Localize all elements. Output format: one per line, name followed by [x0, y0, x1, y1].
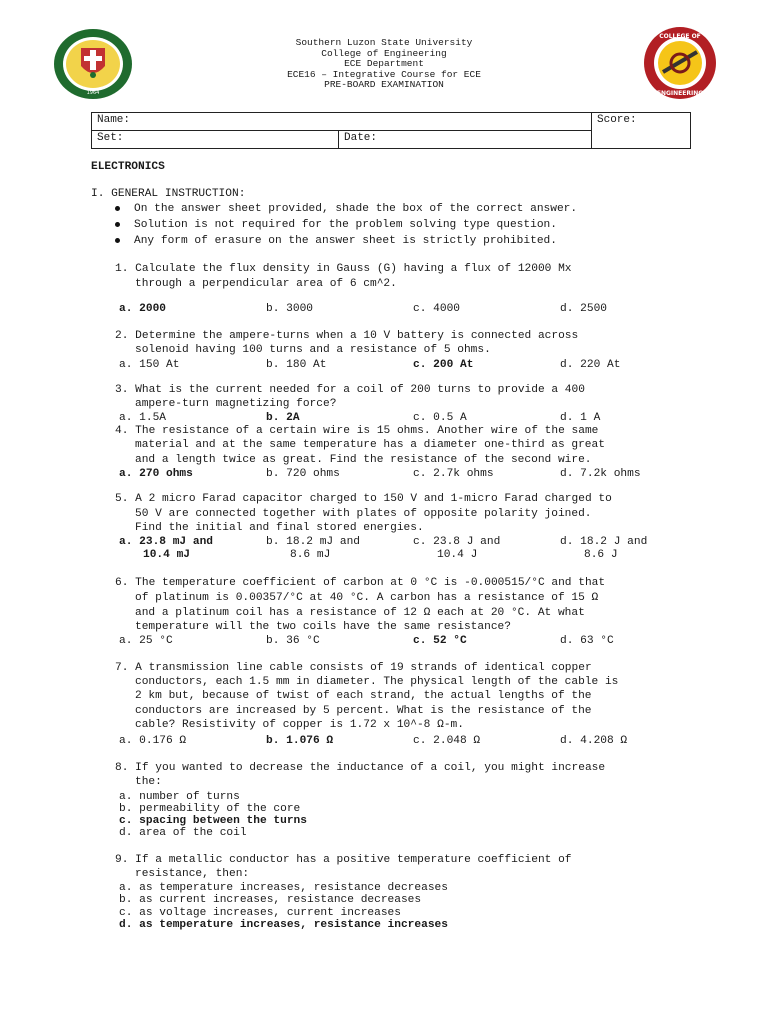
q3-option-b: b. 2A [266, 412, 300, 424]
q5-option-b-cont: 8.6 mJ [290, 549, 331, 561]
q5-option-c: c. 23.8 J and [413, 536, 501, 548]
question-9-line: resistance, then: [135, 868, 250, 880]
instruction-item: On the answer sheet provided, shade the box of the correct answer. [115, 202, 577, 216]
instruction-item: Any form of erasure on the answer sheet is strictly prohibited. [115, 234, 557, 248]
question-6-line: temperature will the two coils have the same resistance? [135, 621, 511, 633]
question-5-line: 5. A 2 micro Farad capacitor charged to 150 V and 1-micro Farad charged to [115, 493, 612, 505]
q7-option-a: a. 0.176 Ω [119, 735, 187, 747]
q1-option-b: b. 3000 [266, 303, 313, 315]
q5-option-b: b. 18.2 mJ and [266, 536, 360, 548]
question-2-line: 2. Determine the ampere-turns when a 10 V battery is connected across [115, 330, 579, 342]
question-4-line: 4. The resistance of a certain wire is 15 ohms. Another wire of the same [115, 425, 599, 437]
q5-option-c-cont: 10.4 J [437, 549, 478, 561]
question-8-line: the: [135, 776, 162, 788]
q1-option-c: c. 4000 [413, 303, 460, 315]
question-6-line: and a platinum coil has a resistance of 12 Ω each at 20 °C. At what [135, 607, 585, 619]
date-field[interactable]: Date: [339, 131, 592, 149]
q8-option-b: b. permeability of the core [119, 803, 301, 815]
q6-option-d: d. 63 °C [560, 635, 614, 647]
q9-option-c: c. as voltage increases, current increases [119, 907, 401, 919]
q6-option-a: a. 25 °C [119, 635, 173, 647]
question-7-line: 7. A transmission line cable consists of 19 strands of identical copper [115, 662, 592, 674]
q2-option-a: a. 150 At [119, 359, 180, 371]
header-course: ECE16 – Integrative Course for ECE [287, 68, 481, 80]
q4-option-a: a. 270 ohms [119, 468, 193, 480]
header-college: College of Engineering [321, 47, 447, 59]
q3-option-a: a. 1.5A [119, 412, 166, 424]
question-1-line: 1. Calculate the flux density in Gauss (G) having a flux of 12000 Mx [115, 263, 572, 275]
question-9-line: 9. If a metallic conductor has a positive temperature coefficient of [115, 854, 572, 866]
question-7-line: conductors, each 1.5 mm in diameter. The physical length of the cable is [135, 676, 619, 688]
question-4-line: material and at the same temperature has a diameter one-third as great [135, 439, 605, 451]
q6-option-b: b. 36 °C [266, 635, 320, 647]
question-3-line: ampere-turn magnetizing force? [135, 398, 337, 410]
q5-option-d: d. 18.2 J and [560, 536, 648, 548]
question-3-line: 3. What is the current needed for a coil of 200 turns to provide a 400 [115, 384, 585, 396]
header-exam-title: PRE-BOARD EXAMINATION [324, 79, 444, 90]
q1-option-a: a. 2000 [119, 303, 166, 315]
q5-option-a-cont: 10.4 mJ [143, 549, 190, 561]
q4-option-b: b. 720 ohms [266, 468, 340, 480]
q2-option-c: c. 200 At [413, 359, 474, 371]
bullet-icon [115, 222, 120, 227]
question-5-line: Find the initial and final stored energies. [135, 522, 424, 534]
question-2-line: solenoid having 100 turns and a resistance of 5 ohms. [135, 344, 491, 356]
svg-text:ENGINEERING: ENGINEERING [656, 90, 704, 97]
q5-option-a: a. 23.8 mJ and [119, 536, 213, 548]
section-heading: ELECTRONICS [91, 161, 165, 173]
bullet-icon [115, 206, 120, 211]
q5-option-d-cont: 8.6 J [584, 549, 618, 561]
question-8-line: 8. If you wanted to decrease the inductance of a coil, you might increase [115, 762, 606, 774]
q4-option-c: c. 2.7k ohms [413, 468, 494, 480]
q1-option-d: d. 2500 [560, 303, 607, 315]
svg-text:COLLEGE OF: COLLEGE OF [659, 33, 701, 40]
q7-option-d: d. 4.208 Ω [560, 735, 628, 747]
q8-option-a: a. number of turns [119, 791, 240, 803]
instructions-heading: I. GENERAL INSTRUCTION: [91, 188, 246, 200]
q6-option-c: c. 52 °C [413, 635, 467, 647]
question-7-line: 2 km but, because of twist of each strand, the actual lengths of the [135, 690, 592, 702]
q8-option-d: d. area of the coil [119, 827, 247, 839]
instruction-item: Solution is not required for the problem solving type question. [115, 218, 557, 232]
question-7-line: conductors are increased by 5 percent. What is the resistance of the [135, 705, 592, 717]
q2-option-b: b. 180 At [266, 359, 327, 371]
question-7-line: cable? Resistivity of copper is 1.72 x 10^-8 Ω-m. [135, 719, 464, 731]
q9-option-a: a. as temperature increases, resistance decreases [119, 882, 448, 894]
q8-option-c: c. spacing between the turns [119, 815, 307, 827]
question-1-line: through a perpendicular area of 6 cm^2. [135, 278, 397, 290]
student-info-box [91, 112, 691, 149]
bullet-icon [115, 238, 120, 243]
q9-option-d: d. as temperature increases, resistance increases [119, 919, 448, 931]
score-field[interactable]: Score: [592, 113, 691, 149]
question-6-line: 6. The temperature coefficient of carbon at 0 °C is -0.000515/°C and that [115, 577, 606, 589]
name-field[interactable]: Name: [92, 113, 592, 131]
question-5-line: 50 V are connected together with plates of opposite polarity joined. [135, 508, 592, 520]
question-4-line: and a length twice as great. Find the resistance of the second wire. [135, 454, 592, 466]
question-6-line: of platinum is 0.00357/°C at 40 °C. A carbon has a resistance of 15 Ω [135, 592, 599, 604]
q7-option-b: b. 1.076 Ω [266, 735, 334, 747]
header-department: ECE Department [344, 58, 424, 69]
q3-option-d: d. 1 A [560, 412, 601, 424]
header-university: Southern Luzon State University [295, 37, 473, 48]
q2-option-d: d. 220 At [560, 359, 621, 371]
q7-option-c: c. 2.048 Ω [413, 735, 481, 747]
q3-option-c: c. 0.5 A [413, 412, 467, 424]
svg-text:1964: 1964 [86, 90, 100, 96]
document-header [0, 38, 768, 91]
q9-option-b: b. as current increases, resistance decreases [119, 894, 422, 906]
set-field[interactable]: Set: [92, 131, 339, 149]
q4-option-d: d. 7.2k ohms [560, 468, 641, 480]
